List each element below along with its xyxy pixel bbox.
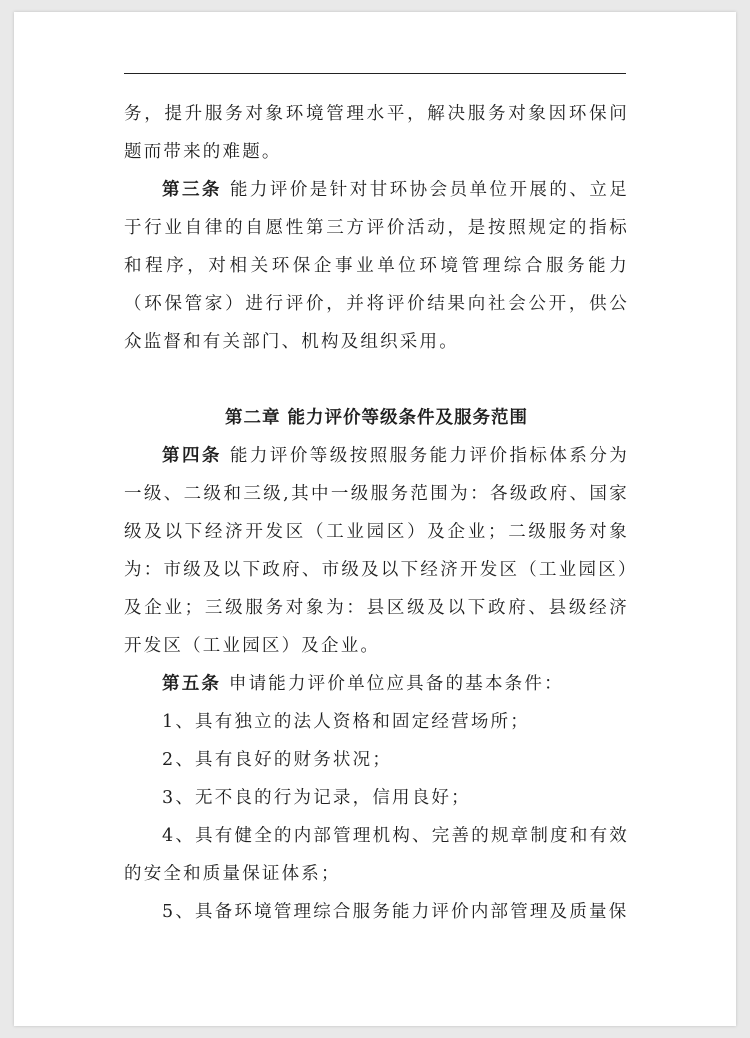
text-block-chapter: [124, 399, 629, 931]
article-4-paragraph: [124, 437, 629, 665]
chapter-2-heading: 第二章 能力评价等级条件及服务范围: [224, 408, 529, 428]
article-3-label: 第三条: [162, 180, 222, 200]
header-rule: [124, 73, 626, 74]
article-5-paragraph: [124, 665, 629, 703]
list-item: 1、具有独立的法人资格和固定经营场所；: [162, 712, 530, 732]
article-5-label: 第五条: [162, 674, 222, 694]
document-page: [14, 12, 736, 1026]
list-item: 5、具备环境管理综合服务能力评价内部管理及质量保: [162, 902, 629, 922]
article-3-paragraph: [124, 171, 629, 361]
continuation-paragraph: 务，提升服务对象环境管理水平，解决服务对象因环保问题而带来的难题。: [124, 104, 629, 162]
article-5-text: 申请能力评价单位应具备的基本条件：: [228, 674, 564, 694]
list-item: 4、具有健全的内部管理机构、完善的规章制度和有效的安全和质量保证体系；: [124, 826, 629, 884]
article-4-label: 第四条: [162, 446, 222, 466]
list-item: 3、无不良的行为记录，信用良好；: [162, 788, 471, 808]
article-3-text: 能力评价是针对甘环协会员单位开展的、立足于行业自律的自愿性第三方评价活动，是按照规定的指标和程序，对相关环保企事业单位环境管理综合服务能力（环保管家）进行评价，并将评价结果向社会公开，供公众监督和有关部门、机构及组织采用。: [124, 180, 629, 352]
text-block-top: [124, 95, 629, 361]
list-item: 2、具有良好的财务状况；: [162, 750, 393, 770]
article-4-text: 能力评价等级按照服务能力评价指标体系分为一级、二级和三级,其中一级服务范围为：各级政府、国家级及以下经济开发区（工业园区）及企业；二级服务对象为：市级及以下政府、市级及以下经济开发区（工业园区）及企业；三级服务对象为：县区级及以下政府、县级经济开发区（工业园区）及企业。: [124, 446, 629, 656]
